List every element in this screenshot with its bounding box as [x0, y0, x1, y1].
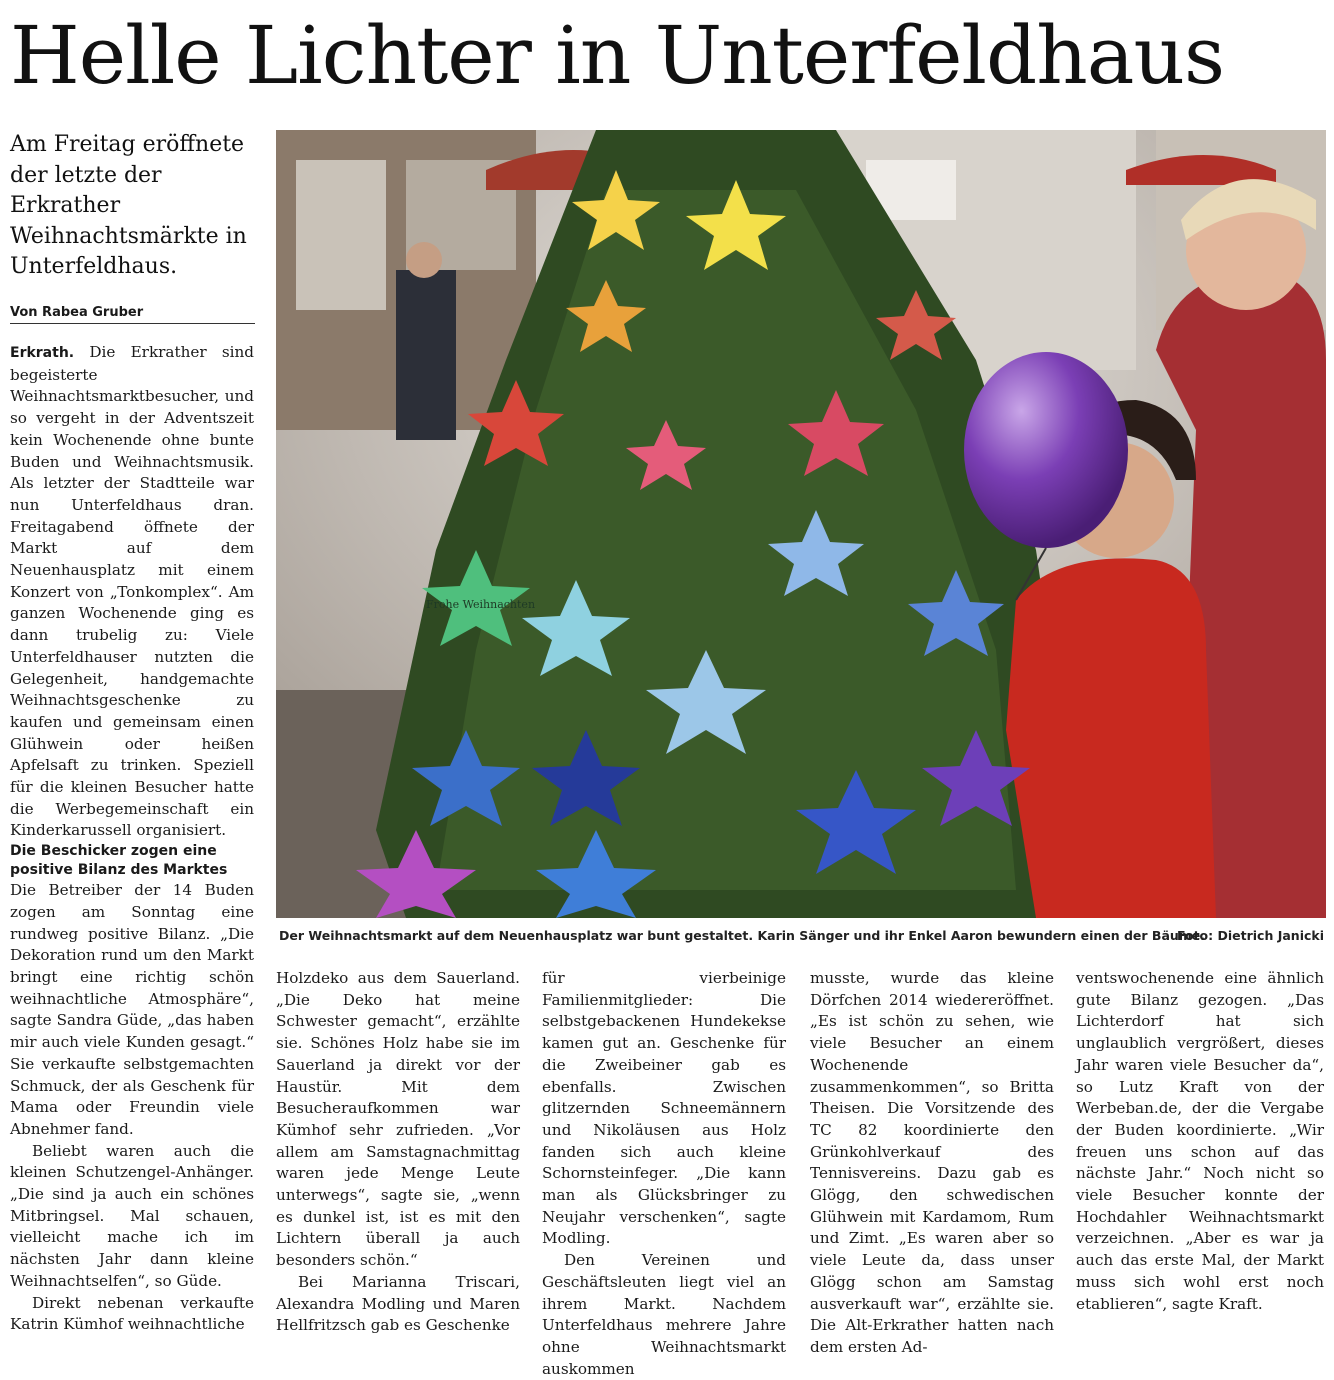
headline: Helle Lichter in Unterfeldhaus	[10, 9, 1225, 102]
subheading: Die Beschicker zogen eine positive Bilanz des Marktes	[10, 843, 228, 879]
text-column-2	[276, 968, 520, 1337]
paragraph: Den Vereinen und Geschäftsleuten liegt viel an ihrem Markt. Nachdem Unterfeldhaus mehrere Jahre ohne Weihnachtsmarkt auskommen	[542, 1251, 786, 1378]
christmas-tree-photo	[276, 130, 1326, 918]
photo-credit: Foto: Dietrich Janicki	[1176, 928, 1324, 943]
paragraph: Beliebt waren auch die kleinen Schutzengel-Anhänger. „Die sind ja auch ein schönes Mitbringsel. Mal schauen, vielleicht mache ich im nächsten Jahr dann kleine Weihnachtselfen“, so Güde.	[10, 1141, 254, 1290]
dateline: Erkrath.	[10, 345, 75, 361]
text-column-1	[10, 342, 254, 1336]
paragraph: Bei Marianna Triscari, Alexandra Modling und Maren Hellfritzsch gab es Geschenke	[276, 1272, 520, 1335]
paragraph	[10, 342, 254, 842]
text-column-3	[542, 968, 786, 1380]
photo-caption: Der Weihnachtsmarkt auf dem Neuenhausplatz war bunt gestaltet. Karin Sänger und ihr Enkel Aaron bewundern einen der Bäume.	[279, 928, 1206, 943]
text-column-5	[1076, 968, 1324, 1315]
paragraph: ventswochenende eine ähnlich gute Bilanz gezogen. „Das Lichterdorf hat sich unglaublich vergrößert, dieses Jahr waren viele Besucher da“, so Lutz Kraft von der Werbeban.de, der die Vergabe der Buden koordinierte. „Wir freuen uns schon auf das nächste Jahr.“ Noch nicht so viele Besucher konnte der Hochdahler Weihnachtsmarkt verzeichnen. „Aber es war ja auch das erste Mal, der Markt muss sich wohl erst noch etablieren“, sagte Kraft.	[1076, 969, 1324, 1313]
lead-text: Am Freitag eröffnete der letzte der Erkrather Weihnachtsmärkte in Unterfeldhaus.	[10, 132, 247, 279]
author-byline: Von Rabea Gruber	[10, 305, 255, 324]
text-column-4	[810, 968, 1054, 1359]
paragraph-text: Die Erkrather sind begeisterte Weihnachtsmarktbesucher, und so vergeht in der Adventszeit kein Wochenende ohne bunte Buden und Weihnachtsmusik. Als letzter der Stadtteile war nun Unterfeldhaus dran. Freitagabend öffnete der Markt auf dem Neuenhausplatz mit einem Konzert von „Tonkomplex“. Am ganzen Wochenende ging es dann trubelig zu: Viele Unterfeldhauser nutzten die Gelegenheit, handgemachte Weihnachtsgeschenke zu kaufen und gemeinsam einen Glühwein oder heißen Apfelsaft zu trinken. Speziell für die kleinen Besucher hatte die Werbegemeinschaft ein Kinderkarussell organisiert.	[10, 343, 254, 840]
paragraph: Die Betreiber der 14 Buden zogen am Sonntag eine rundweg positive Bilanz. „Die Dekoration rund um den Markt bringt eine richtig schön weihnachtliche Atmosphäre“, sagte Sandra Güde, „das haben mir auch viele Kunden gesagt.“ Sie verkaufte selbstgemachten Schmuck, der als Geschenk für Mama oder Freundin viele Abnehmer fand.	[10, 881, 254, 1138]
paragraph: für vierbeinige Familienmitglieder: Die selbstgebackenen Hundekekse kamen gut an. Geschenke für die Zweibeiner gab es ebenfalls. Zwischen glitzernden Schneemännern und Nikoläusen aus Holz fanden sich auch kleine Schornsteinfeger. „Die kann man als Glücksbringer zu Neujahr verschenken“, sagte Modling.	[542, 969, 786, 1248]
paragraph: Direkt nebenan verkaufte Katrin Kümhof weihnachtliche	[10, 1293, 254, 1334]
paragraph: musste, wurde das kleine Dörfchen 2014 wiedereröffnet. „Es ist schön zu sehen, wie viele Besucher an einem Wochenende zusammenkommen“, so Britta Theisen. Die Vorsitzende des TC 82 koordinierte den Grünkohlverkauf des Tennisvereins. Dazu gab es Glögg, den schwedischen Glühwein mit Kardamom, Rum und Zimt. „Es waren aber so viele Leute da, dass unser Glögg schon am Samstag ausverkauft war“, erzählte sie. Die Alt-Erkrather hatten nach dem ersten Ad-	[810, 969, 1054, 1356]
star-tag-text: Frohe Weihnachten	[426, 598, 536, 611]
article-photo	[276, 130, 1326, 918]
paragraph: Holzdeko aus dem Sauerland. „Die Deko hat meine Schwester gemacht“, erzählte sie. Schönes Holz habe sie im Sauerland ja direkt vor der Haustür. Mit dem Besucheraufkommen war Kümhof sehr zufrieden. „Vor allem am Samstagnachmittag waren jede Menge Leute unterwegs“, sagte sie, „wenn es dunkel ist, ist es mit den Lichtern überall ja auch besonders schön.“	[276, 969, 520, 1270]
